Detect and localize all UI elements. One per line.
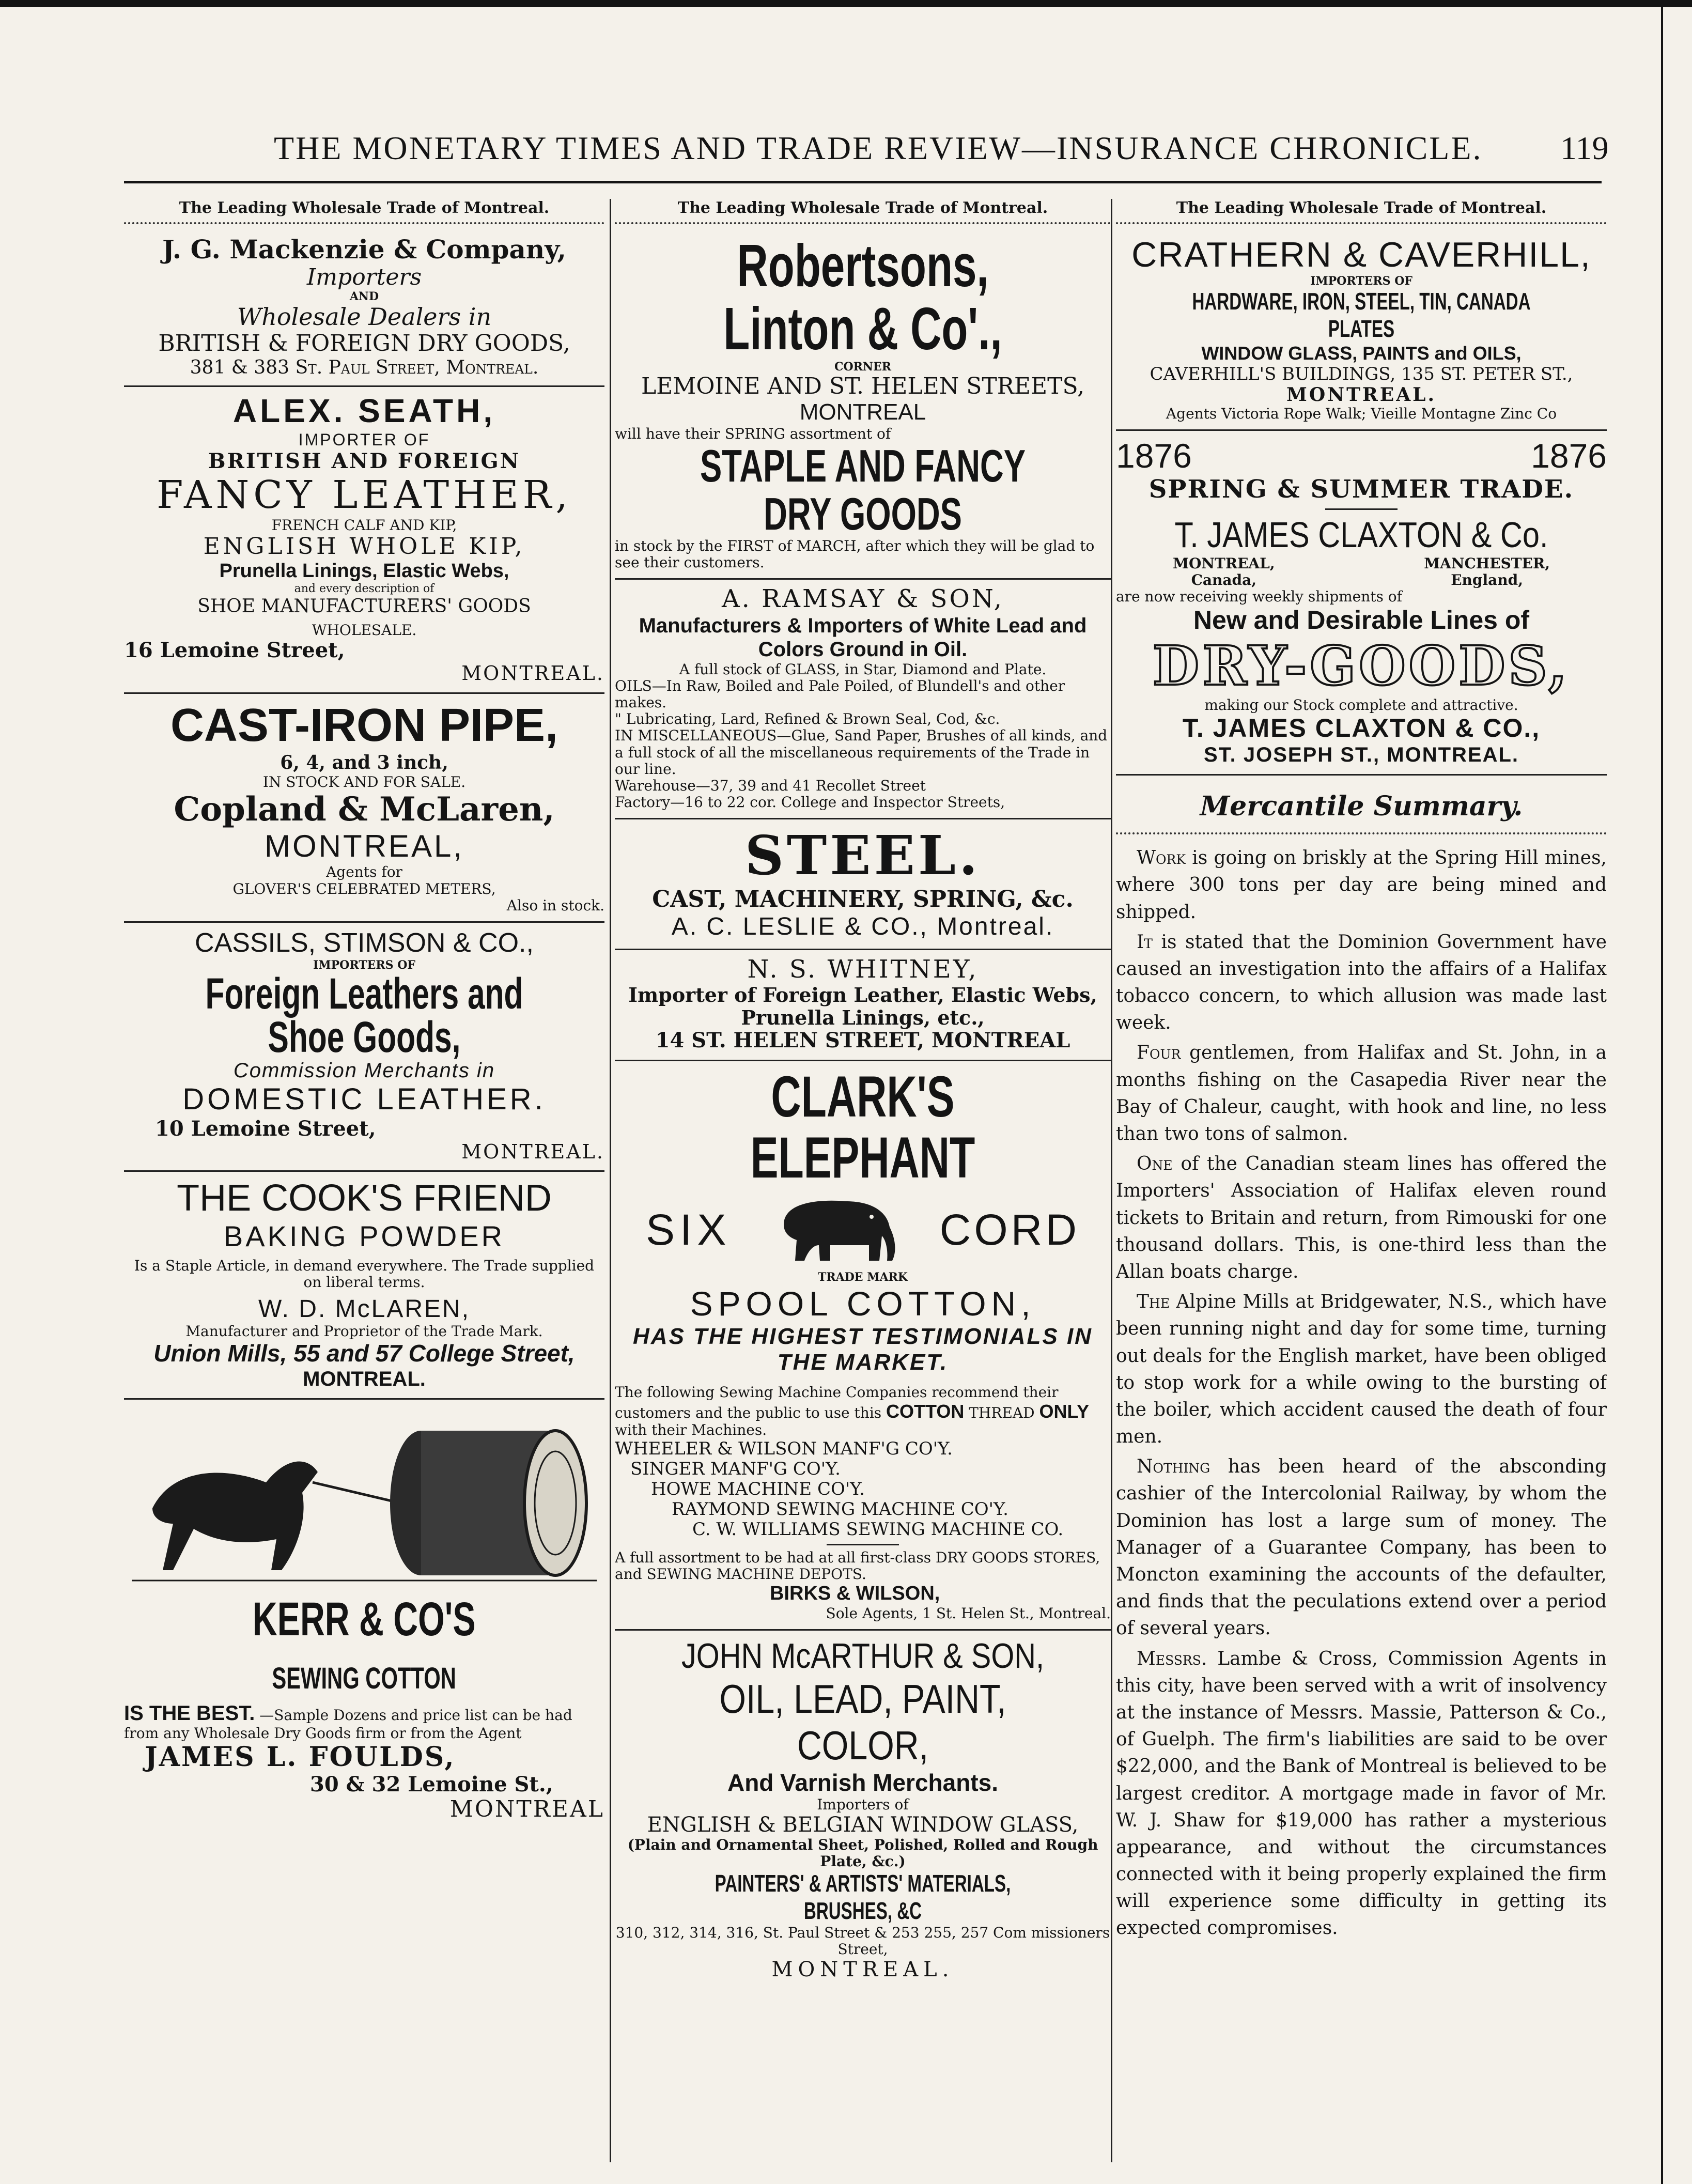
ad-emphasis: ONLY [1039, 1400, 1090, 1422]
advertiser-name: W. D. McLAREN, [258, 1295, 471, 1323]
ad-robertsons [615, 229, 1111, 580]
ad-location: MANCHESTER, [1424, 555, 1550, 572]
ad-headline: OIL, LEAD, PAINT, COLOR, [719, 1676, 1006, 1769]
advertiser-name: ALEX. SEATH, [232, 392, 496, 430]
ad-line: Is a Staple Article, in demand everywhere. The Trade supplied on liberal terms. [134, 1257, 595, 1291]
ad-line: THREAD [969, 1404, 1035, 1421]
ad-subheadline: BAKING POWDER [223, 1220, 505, 1253]
ad-line: IMPORTERS OF [313, 958, 415, 972]
ad-city: MONTREAL [799, 399, 926, 425]
ad-line: and every description of [294, 582, 434, 596]
news-item: Messrs. Lambe & Cross, Commission Agents in this city, have been served with a writ of insolvency at the instance of Messrs. Massie, Patterson & Co., of Guelph. The firm's liabilities are said to be over $22,000, and the Bank of Montreal is believed to be largest creditor. A mortgage made in favor of Mr. W. J. Shaw for $19,000 has rather a mysterious appearance, and without the circumstances connected with it being properly explained the firm will experience some difficulty in getting its expected compromises. [1116, 1648, 1607, 1939]
ad-line: SHOE MANUFACTURERS' GOODS [197, 595, 531, 617]
ad-line: 6, 4, and 3 inch, [280, 752, 448, 774]
ad-year: 1876 [1116, 437, 1192, 475]
ad-headline: CLARK'S ELEPHANT [750, 1064, 975, 1190]
section-rule [1116, 832, 1607, 834]
page-header [0, 119, 1692, 176]
ad-line: PAINTERS' & ARTISTS' MATERIALS, BRUSHES, &C [715, 1870, 1011, 1925]
ad-line: Commission Merchants in [233, 1059, 495, 1082]
ad-copland [124, 694, 604, 923]
ad-line: HARDWARE, IRON, STEEL, TIN, CANADA PLATES [1192, 288, 1531, 343]
ad-emphasis: COTTON [886, 1400, 965, 1422]
column-right [1116, 199, 1607, 2162]
ad-line: ENGLISH & BELGIAN WINDOW GLASS, [647, 1813, 1079, 1837]
ad-line: HAS THE HIGHEST TESTIMONIALS IN THE MARKET. [633, 1323, 1093, 1375]
ad-line: IN STOCK AND FOR SALE. [262, 773, 466, 791]
news-item: One of the Canadian steam lines has offered the Importers' Association of Halifax eleven round tickets to Britain and return, from Rimouski for one thousand dollars. This, is one-third less than the Allan boats charge. [1116, 1153, 1607, 1282]
machine-company: HOWE MACHINE CO'Y. [651, 1478, 865, 1499]
ad-line: And Varnish Merchants. [727, 1769, 998, 1796]
ad-city: MONTREAL. [1286, 383, 1437, 406]
ad-line: Importers of [817, 1795, 909, 1813]
advertiser-name: A. RAMSAY & SON, [721, 584, 1004, 614]
ad-cassils [124, 923, 604, 1172]
column-heading: The Leading Wholesale Trade of Montreal. [124, 199, 604, 224]
ad-location: Canada, [1191, 571, 1256, 589]
column-divider [1111, 199, 1112, 2162]
column-heading: The Leading Wholesale Trade of Montreal. [1116, 199, 1607, 224]
news-item: Nothing has been heard of the absconding cashier of the Intercolonial Railway, by whom the Dominion has lost a large sum of money. The Manager of a Guarantee Company, has been to Moncton examining the accounts of the defaulter, and finds that the peculations extend over a period of several years. [1116, 1456, 1607, 1639]
news-item: Four gentlemen, from Halifax and St. John, in a months fishing on the Casapedia River near the Bay of Chaleur, caught, with hook and line, no less than two tons of salmon. [1116, 1042, 1607, 1145]
ad-line: making our Stock complete and attractive. [1204, 696, 1518, 714]
machine-company: WHEELER & WILSON MANF'G CO'Y. [615, 1438, 953, 1459]
ad-line: IMPORTER OF [298, 430, 430, 449]
ad-address: 10 Lemoine Street, [155, 1116, 376, 1141]
ad-line: —Sample Dozens and price list can be had from any Wholesale Dry Goods firm or from the Agent [124, 1706, 572, 1742]
ad-crathern [1116, 229, 1607, 431]
ad-line: " Lubricating, Lard, Refined & Brown Seal, Cod, &c. [615, 710, 1000, 728]
ad-year: 1876 [1531, 437, 1607, 475]
ad-headline: Foreign Leathers and Shoe Goods, [205, 969, 523, 1062]
ad-location: MONTREAL, [1173, 555, 1275, 572]
agent-name: BIRKS & WILSON, [770, 1583, 940, 1605]
ad-line: DOMESTIC LEATHER. [182, 1082, 546, 1117]
ad-line: Sole Agents, 1 St. Helen St., Montreal. [826, 1605, 1111, 1622]
column-middle [615, 199, 1111, 2162]
ad-headline: CAST-IRON PIPE, [170, 699, 558, 751]
ad-line: Importers [306, 264, 422, 290]
ad-address: 16 Lemoine Street, [124, 638, 345, 663]
ad-line: CORD [939, 1205, 1080, 1254]
ad-line: CORNER [834, 360, 892, 374]
news-item: It is stated that the Dominion Government have caused an investigation into the affairs of a Halifax tobacco concern, to which allusion was made last week. [1116, 931, 1607, 1034]
ad-line: Agents Victoria Rope Walk; Vieille Montagne Zinc Co [1166, 405, 1557, 423]
ad-line: A full stock of GLASS, in Star, Diamond and Plate. [679, 660, 1047, 678]
ad-line: Importer of Foreign Leather, Elastic Webs, [628, 983, 1097, 1006]
ad-kerr [124, 1400, 604, 1830]
ad-line: Manufacturer and Proprietor of the Trade Mark. [185, 1323, 543, 1340]
ad-line: SPRING & SUMMER TRADE. [1148, 475, 1574, 504]
dog-pulling-spool-illustration [132, 1405, 597, 1591]
ad-line: BRITISH & FOREIGN DRY GOODS, [158, 330, 570, 357]
ad-city: MONTREAL. [461, 662, 604, 685]
trade-mark-label: TRADE MARK [817, 1271, 908, 1284]
ad-city: MONTREAL. [303, 1368, 426, 1391]
column-left [124, 199, 604, 2162]
divider [1325, 508, 1398, 510]
advertiser-name: CRATHERN & CAVERHILL, [1131, 235, 1591, 274]
ad-city: MONTREAL, [264, 829, 464, 864]
advertiser-name: T. JAMES CLAXTON & CO., [1182, 713, 1541, 742]
page-title: THE MONETARY TIMES AND TRADE REVIEW—INSURANCE CHRONICLE. [274, 130, 1483, 166]
ad-line: Also in stock. [506, 896, 604, 914]
machine-company: RAYMOND SEWING MACHINE CO'Y. [672, 1498, 1008, 1520]
machine-company: C. W. WILLIAMS SEWING MACHINE CO. [692, 1519, 1064, 1540]
machine-company: SINGER MANF'G CO'Y. [630, 1458, 841, 1479]
ad-ramsay [615, 580, 1111, 819]
news-item: The Alpine Mills at Bridgewater, N.S., which have been running night and day for some time, turning out deals for the English market, have been obliged to stop work for a while owing to the bursting of the boiler, which accident caused the death of four men. [1116, 1291, 1607, 1448]
ad-headline-suffix: SEWING COTTON [272, 1661, 457, 1695]
right-edge-rule [1661, 0, 1663, 2184]
ad-line: ENGLISH WHOLE KIP, [203, 533, 525, 560]
ad-line: AND [349, 290, 379, 304]
ad-city: MONTREAL [449, 1795, 604, 1822]
ad-headline: THE COOK'S FRIEND [177, 1178, 552, 1219]
ad-line: SIX [646, 1205, 732, 1254]
advertiser-name: A. C. LESLIE & CO., Montreal. [671, 913, 1054, 941]
advertiser-name: Copland & McLaren, [174, 789, 555, 829]
news-item: Work is going on briskly at the Spring Hill mines, where 300 tons per day are being mined and shipped. [1116, 847, 1607, 923]
ad-headline: KERR & CO'S [253, 1593, 476, 1646]
ad-cooks-friend [124, 1172, 604, 1400]
ad-line: Wholesale Dealers in [237, 303, 492, 331]
ad-leslie [615, 819, 1111, 950]
ad-line: Manufacturers & Importers of White Lead and Colors Ground in Oil. [639, 614, 1087, 661]
ad-line: GLOVER'S CELEBRATED METERS, [232, 880, 496, 897]
ad-city: MONTREAL. [771, 1958, 954, 1982]
ad-line: WINDOW GLASS, PAINTS and OILS, [1201, 343, 1522, 364]
ad-line: SPOOL COTTON, [690, 1284, 1036, 1323]
ad-headline: STEEL. [744, 824, 981, 888]
ad-clark [615, 1061, 1111, 1631]
column-heading: The Leading Wholesale Trade of Montreal. [615, 199, 1111, 224]
ad-mackenzie [124, 229, 604, 387]
ad-line: (Plain and Ornamental Sheet, Polished, Rolled and Rough Plate, &c.) [627, 1836, 1098, 1870]
ad-line: Warehouse—37, 39 and 41 Recollet Street [615, 777, 926, 794]
ad-line: Prunella Linings, etc., [741, 1005, 985, 1029]
ad-line: Factory—16 to 22 cor. College and Inspector Streets, [615, 794, 1005, 811]
header-rule [124, 181, 1602, 183]
ad-line: BRITISH AND FOREIGN [208, 448, 521, 473]
top-edge-rule [0, 0, 1692, 7]
ad-line: are now receiving weekly shipments of [1116, 588, 1403, 606]
ad-headline: STAPLE AND FANCY DRY GOODS [700, 440, 1026, 539]
ad-line: FRENCH CALF AND KIP, [271, 516, 457, 534]
advertiser-name: N. S. WHITNEY, [747, 954, 979, 984]
ad-line: The following Sewing Machine Companies recommend their customers and the public to use this [615, 1383, 1059, 1421]
advertiser-name: CASSILS, STIMSON & CO., [195, 928, 534, 958]
elephant-icon [768, 1188, 903, 1271]
ad-city: MONTREAL. [461, 1140, 604, 1163]
ad-line: FANCY LEATHER, [157, 472, 572, 517]
ad-headline: DRY-GOODS, [1152, 634, 1571, 698]
ad-line: Prunella Linings, Elastic Webs, [219, 560, 509, 582]
ad-line: Agents for [326, 863, 402, 881]
ad-line: OILS—In Raw, Boiled and Pale Poiled, of Blundell's and other makes. [615, 677, 1065, 711]
ad-emphasis: IS THE BEST. [124, 1701, 255, 1725]
ad-line: A full assortment to be had at all first-class DRY GOODS STORES, and SEWING MACHINE DEPOTS. [615, 1549, 1100, 1583]
ad-address: 310, 312, 314, 316, St. Paul Street & 253 255, 257 Com missioners Street, [615, 1924, 1110, 1958]
ad-line: WHOLESALE. [312, 621, 417, 639]
ad-seath [124, 387, 604, 694]
ad-line: IMPORTERS OF [1310, 274, 1412, 288]
ad-location: England, [1451, 571, 1523, 589]
ad-address: ST. JOSEPH ST., MONTREAL. [1203, 744, 1519, 767]
section-title: Mercantile Summary. [1200, 791, 1523, 823]
advertiser-name: T. JAMES CLAXTON & Co. [1174, 514, 1548, 555]
advertiser-name: Robertsons, Linton & Co'., [723, 232, 1002, 362]
page-number: 119 [1560, 130, 1609, 166]
ad-line: in stock by the FIRST of MARCH, after which they will be glad to see their customers. [615, 537, 1095, 571]
mercantile-summary [1116, 776, 1607, 1942]
ad-line: will have their SPRING assortment of [615, 425, 891, 443]
ad-address: 14 ST. HELEN STREET, MONTREAL [655, 1028, 1070, 1053]
column-divider [610, 199, 611, 2162]
ad-mcarthur [615, 1631, 1111, 1989]
ad-line: with their Machines. [615, 1421, 767, 1439]
ad-address: 30 & 32 Lemoine St., [310, 1772, 553, 1796]
ad-whitney [615, 950, 1111, 1062]
ad-line: IN MISCELLANEOUS—Glue, Sand Paper, Brushes of all kinds, and a full stock of all the miscellaneous requirements of the Trade in our line. [615, 727, 1108, 778]
ad-line: LEMOINE AND ST. HELEN STREETS, [641, 373, 1085, 399]
divider [827, 1544, 899, 1545]
ad-address: CAVERHILL'S BUILDINGS, 135 ST. PETER ST., [1150, 363, 1573, 384]
ad-address: 381 & 383 St. Paul Street, Montreal. [190, 357, 539, 378]
advertiser-name: JOHN McARTHUR & SON, [681, 1636, 1045, 1676]
ad-line: CAST, MACHINERY, SPRING, &c. [652, 886, 1074, 912]
advertiser-name: JAMES L. FOULDS, [145, 1741, 456, 1773]
ad-address: Union Mills, 55 and 57 College Street, [153, 1340, 575, 1367]
ad-claxton [1116, 431, 1607, 776]
ad-line: New and Desirable Lines of [1193, 605, 1530, 634]
advertiser-name: J. G. Mackenzie & Company, [162, 234, 566, 265]
